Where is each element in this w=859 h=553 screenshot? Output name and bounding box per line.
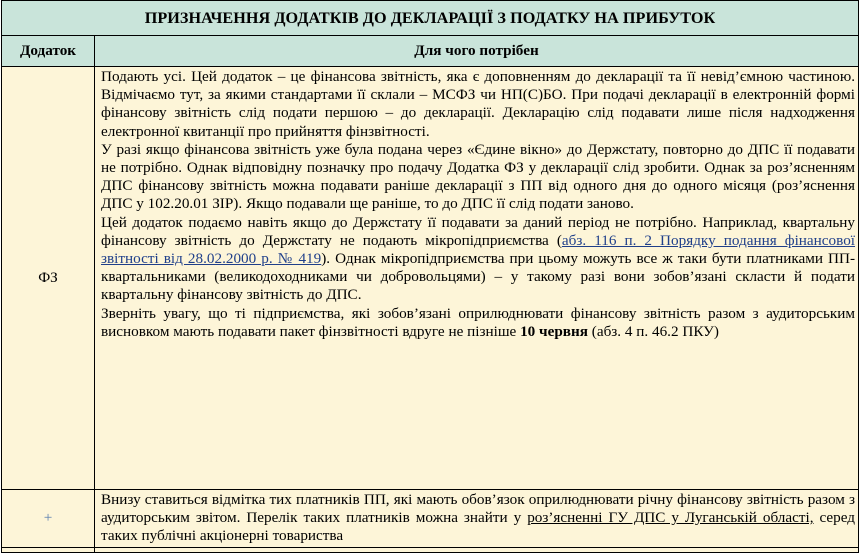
table-title: ПРИЗНАЧЕННЯ ДОДАТКІВ ДО ДЕКЛАРАЦІЇ З ПОДАТКУ НА ПРИБУТОК: [2, 1, 859, 36]
paragraph-text: Зверніть увагу, що ті підприємства, які зобов’язані оприлюднювати фінансову звітність разом з аудиторським висновком мають подавати пакет фінзвітності вдруге не пізніше: [101, 304, 856, 340]
paragraph-text: ). Однак мікропідприємства при цьому можуть все ж таки бути платниками ПП-квартальниками (великодоходниками чи добровольцями) – у такому разі вони зобов’язані скласти й подати квартальну фінансову звітність до ДПС.: [101, 250, 856, 304]
table-row: [2, 490, 859, 548]
paragraph: Подають усі. Цей додаток – це фінансова звітність, яка є доповненням до декларації та її невід’ємною частиною. Відмічаємо тут, за якими стандартами її склали – МСФЗ чи НП(С)БО. При подачі декларації в електронній формі фінансову звітність слід подати першою – до декларації. Декларацію слід подавати лише після надходження електронної квитанції про прийняття фінзвітності.: [101, 68, 856, 140]
paragraph-text: Цей додаток подаємо навіть якщо до Держстату її подавати за даний період не потрібно. Наприклад, квартальну фінансову звітність до Держстату не подають мікропідприємства (: [101, 213, 856, 249]
column-header-addendum: Додаток: [2, 36, 95, 67]
paragraph: [101, 491, 855, 546]
row-description-fz: [95, 67, 859, 490]
paragraph-text: Внизу ставиться відмітка тих платників ПП, які мають обов’язок оприлюднювати річну фінансову звітність разом з аудиторським звітом. Перелік таких платників можна знайти у: [101, 491, 856, 527]
partial-row: [2, 547, 859, 552]
paragraph: У разі якщо фінансова звітність уже була подана через «Єдине вікно» до Держстату, повторно до ДПС її подавати не потрібно. Однак відповідну позначку про подачу Додатка ФЗ у декларації слід зробити. Однак за роз’ясненням ДПС фінансову звітність можна подавати раніше декларації з ПП від одного дня до одного місяця (роз’яснення ДПС у 102.20.01 ЗІР). Якщо подавали ще раніше, то до ДПС її слід подати заново.: [101, 140, 856, 213]
plus-label-text: +: [43, 509, 53, 527]
row-label-fz: ФЗ: [2, 67, 95, 490]
table-row: [2, 67, 859, 490]
paragraph-text: (абз. 4 п. 46.2 ПКУ): [587, 322, 719, 340]
row-description-plus: [95, 490, 859, 548]
column-header-purpose: Для чого потрібен: [95, 36, 859, 67]
declaration-table-wrapper: [1, 0, 858, 545]
addenda-table: [1, 0, 859, 553]
luhansk-clarification-link[interactable]: роз’ясненні ГУ ДПС у Луганській області,: [527, 509, 814, 527]
deadline-date: 10 червня: [520, 322, 588, 340]
header-row: [2, 36, 859, 67]
title-row: [2, 1, 859, 36]
procedure-link[interactable]: абз. 116 п. 2 Порядку подання фінансової звітності від 28.02.2000 р. № 419: [101, 231, 856, 268]
partial-cell: [2, 547, 95, 552]
row-label-plus: [2, 490, 95, 548]
paragraph-text: серед таких публічні акціонерні товариства: [101, 509, 856, 545]
paragraph: [101, 305, 855, 341]
partial-cell: [95, 547, 859, 552]
paragraph: [101, 214, 855, 305]
